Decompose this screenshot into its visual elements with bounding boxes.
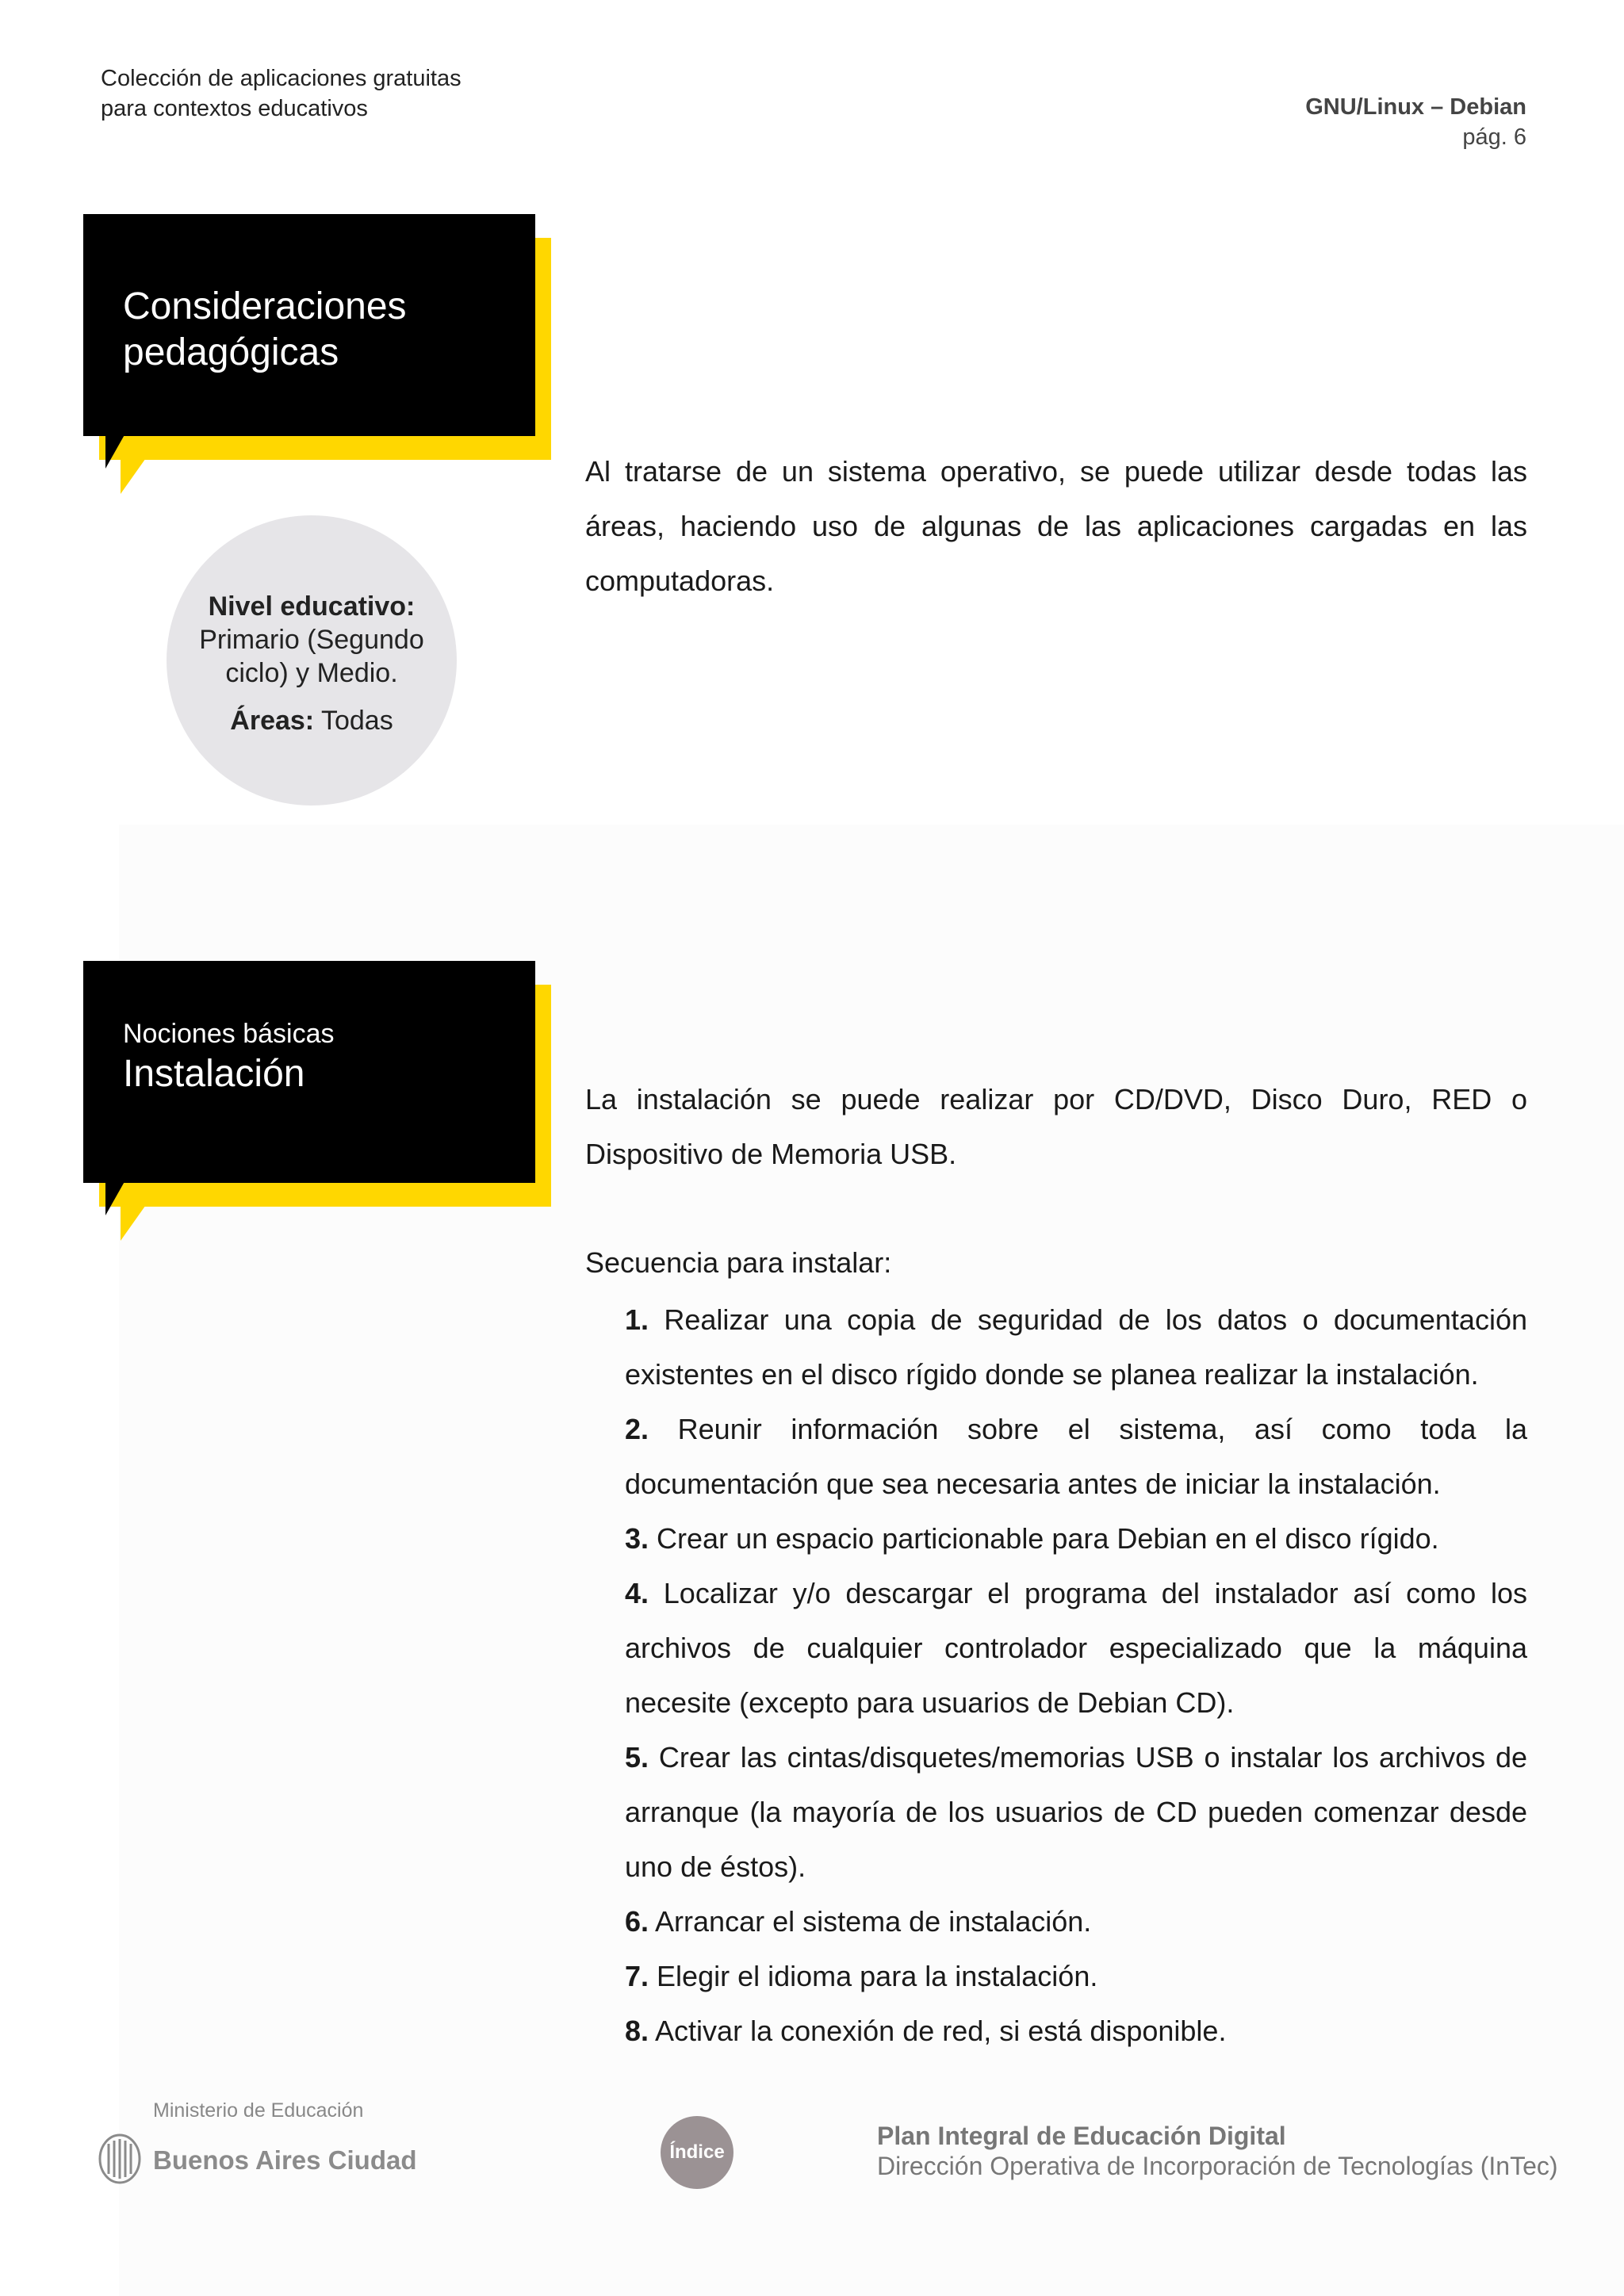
title-box-tail [105,1179,126,1215]
title-box [83,961,535,1183]
level-value: Primario (Segundo ciclo) y Medio. [199,625,424,688]
step-text: Realizar una copia de seguridad de los datos o documentación existentes en el disco rígido donde se planea realizar la instalación. [625,1303,1527,1391]
product-name: GNU/Linux – Debian [1305,94,1526,120]
list-item [625,1511,1527,1566]
section-title-line-2: pedagógicas [123,331,339,373]
list-item [625,1566,1527,1730]
step-number: 3. [625,1522,649,1555]
title-box-tail [105,432,126,469]
list-item [625,2003,1527,2058]
section-title-line-1: Consideraciones [123,285,407,327]
step-number: 6. [625,1905,649,1938]
index-button[interactable]: Índice [661,2116,733,2189]
title-box [83,214,535,436]
list-item [625,1402,1527,1511]
level-label: Nivel educativo: [208,591,416,622]
step-number: 1. [625,1303,649,1336]
plan-subtitle: Dirección Operativa de Incorporación de Tecnologías (InTec) [877,2152,1558,2180]
step-text: Reunir información sobre el sistema, así como toda la documentación que sea necesaria antes de iniciar la instalación. [625,1413,1527,1500]
sequence-heading: Secuencia para instalar: [585,1246,892,1279]
step-text: Localizar y/o descargar el programa del instalador así como los archivos de cualquier controlador especializado que la máquina necesite (excepto para usuarios de Debian CD). [625,1577,1527,1719]
installation-intro: La instalación se puede realizar por CD/DVD, Disco Duro, RED o Dispositivo de Memoria USB. [585,1083,1527,1170]
city-seal-icon [98,2133,142,2185]
page-number: pág. 6 [1462,124,1526,150]
step-text: Arrancar el sistema de instalación. [655,1905,1092,1938]
plan-credits [877,2121,1558,2181]
list-item [625,1894,1527,1949]
section-title-installation [83,961,551,1230]
header-right [1305,92,1526,152]
install-steps-list [625,1292,1527,2058]
step-number: 8. [625,2015,649,2047]
step-number: 2. [625,1413,649,1445]
ministry-label: Ministerio de Educación [153,2099,364,2122]
city-logo-text: Buenos Aires Ciudad [153,2145,417,2175]
list-item [625,1730,1527,1894]
section-subtitle: Nociones básicas [123,1019,335,1049]
pedagogical-text: Al tratarse de un sistema operativo, se puede utilizar desde todas las áreas, haciendo uso de algunas de las aplicaciones cargadas en las computadoras. [585,455,1527,597]
plan-title: Plan Integral de Educación Digital [877,2122,1286,2150]
collection-title [101,63,462,124]
collection-line-1: Colección de aplicaciones gratuitas [101,66,462,91]
collection-line-2: para contextos educativos [101,96,368,121]
step-text: Crear las cintas/disquetes/memorias USB o instalar los archivos de arranque (la mayoría de los usuarios de CD pueden comenzar desde uno de éstos). [625,1741,1527,1883]
step-text: Elegir el idioma para la instalación. [657,1960,1098,1992]
section-title-pedagogical [83,214,551,484]
areas-label: Áreas: [230,706,315,736]
step-text: Crear un espacio particionable para Debian en el disco rígido. [657,1522,1439,1555]
step-text: Activar la conexión de red, si está disponible. [655,2015,1227,2047]
section-title: Instalación [123,1053,305,1095]
list-item [625,1292,1527,1402]
step-number: 4. [625,1577,649,1609]
education-level-circle [167,515,457,806]
step-number: 7. [625,1960,649,1992]
step-number: 5. [625,1741,649,1774]
list-item [625,1949,1527,2003]
areas-value: Todas [320,706,393,736]
